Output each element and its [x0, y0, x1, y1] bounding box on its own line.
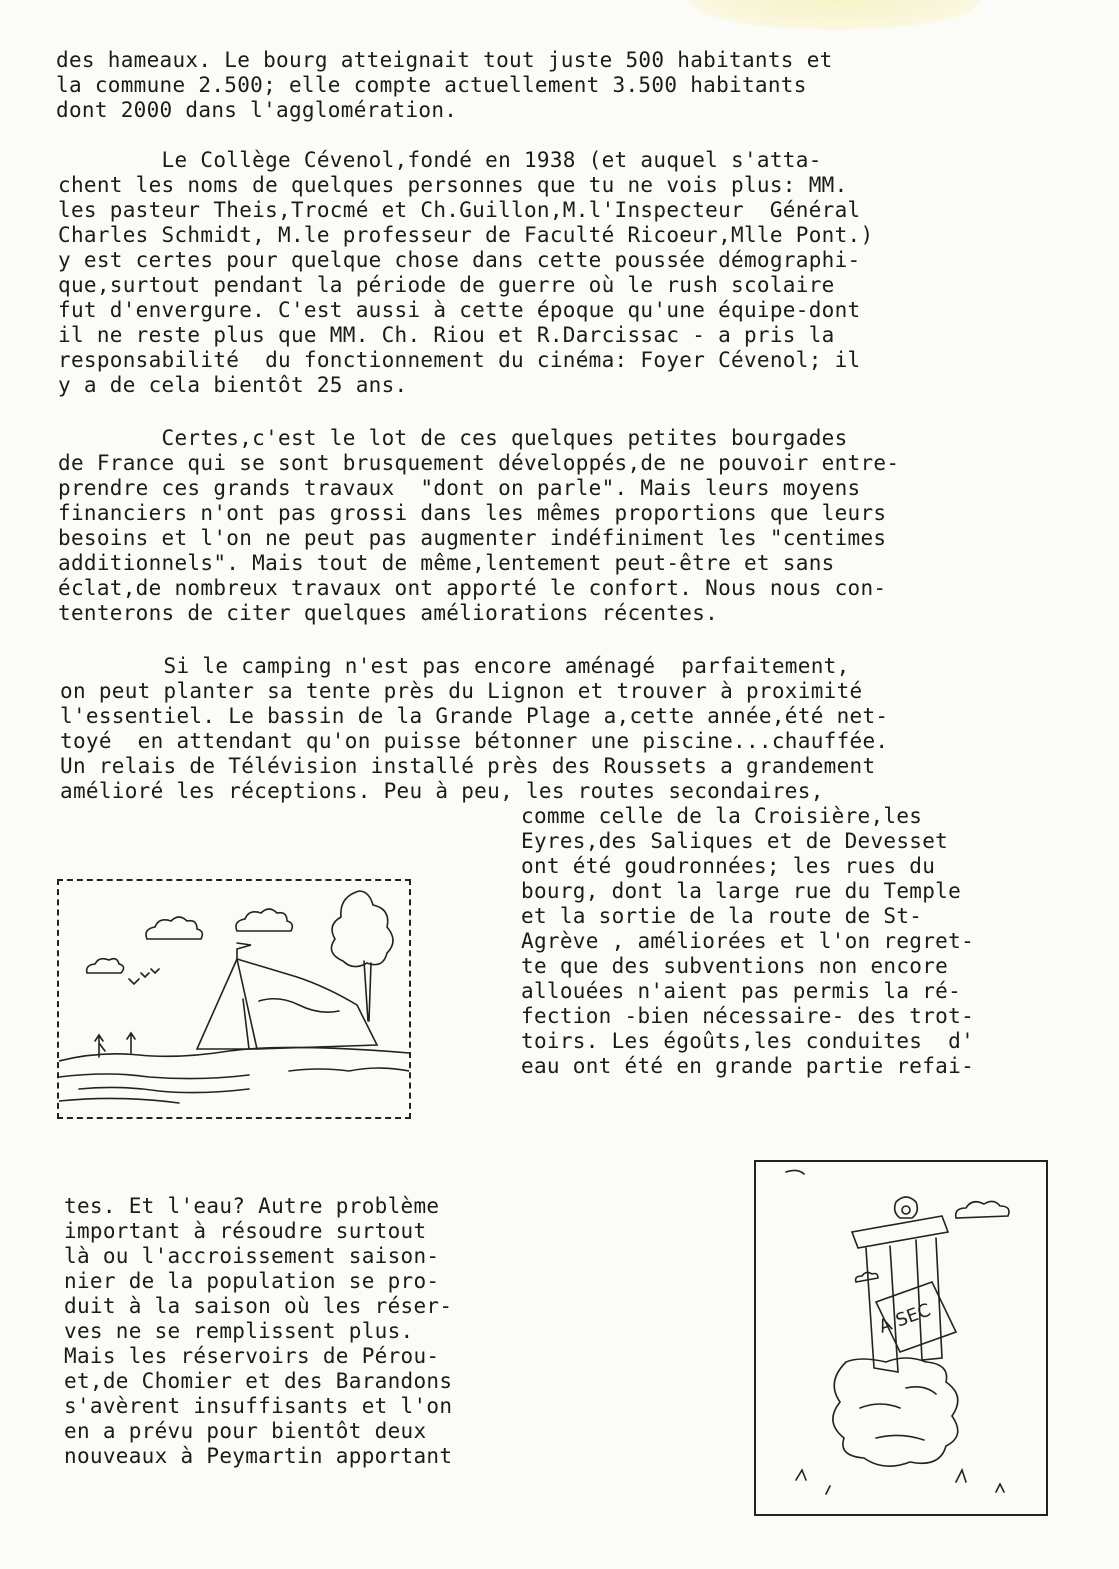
text-line: besoins et l'on ne peut pas augmenter indéfiniment les "centimes: [58, 526, 887, 550]
text-line: en a prévu pour bientôt deux: [64, 1419, 427, 1443]
text-line: éclat,de nombreux travaux ont apporté le confort. Nous nous con-: [58, 576, 887, 600]
text-line: des hameaux. Le bourg atteignait tout juste 500 habitants et: [56, 48, 833, 72]
text-line: Charles Schmidt, M.le professeur de Faculté Ricoeur,Mlle Pont.): [58, 223, 874, 247]
text-line: responsabilité du fonctionnement du cinéma: Foyer Cévenol; il: [58, 348, 861, 372]
text-line: amélioré les réceptions. Peu à peu, les routes secondaires,: [60, 779, 824, 803]
text-line: fection -bien nécessaire- des trot-: [521, 1004, 975, 1028]
text-line: les pasteur Theis,Trocmé et Ch.Guillon,M.l'Inspecteur Général: [58, 198, 861, 222]
dry-fountain-illustration: [754, 1160, 1048, 1516]
text-line: fut d'envergure. C'est aussi à cette époque qu'une équipe-dont: [58, 298, 861, 322]
text-line: comme celle de la Croisière,les: [521, 804, 923, 828]
tent-illustration: [57, 879, 411, 1119]
text-line: et,de Chomier et des Barandons: [64, 1369, 453, 1393]
paper-stain: [690, 0, 980, 30]
text-line: eau ont été en grande partie refai-: [521, 1054, 975, 1078]
text-line: nouveaux à Peymartin apportant: [64, 1444, 453, 1468]
text-line: Eyres,des Saliques et de Devesset: [521, 829, 949, 853]
text-line: duit à la saison où les réser-: [64, 1294, 453, 1318]
text-line: toyé en attendant qu'on puisse bétonner une piscine...chauffée.: [60, 729, 889, 753]
text-line: Agrève , améliorées et l'on regret-: [521, 929, 975, 953]
text-line: l'essentiel. Le bassin de la Grande Plage a,cette année,été net-: [60, 704, 889, 728]
text-line: Le Collège Cévenol,fondé en 1938 (et auquel s'atta-: [58, 148, 822, 172]
text-line: toirs. Les égoûts,les conduites d': [521, 1029, 975, 1053]
text-line: là ou l'accroissement saison-: [64, 1244, 440, 1268]
text-line: dont 2000 dans l'agglomération.: [56, 98, 458, 122]
text-line: de France qui se sont brusquement développés,de ne pouvoir entre-: [58, 451, 900, 475]
text-line: la commune 2.500; elle compte actuellement 3.500 habitants: [56, 73, 807, 97]
text-line: additionnels". Mais tout de même,lentement peut-être et sans: [58, 551, 835, 575]
text-line: Si le camping n'est pas encore aménagé parfaitement,: [60, 654, 850, 678]
sign-text: A SEC: [876, 1299, 934, 1338]
text-line: il ne reste plus que MM. Ch. Riou et R.Darcissac - a pris la: [58, 323, 835, 347]
text-line: tes. Et l'eau? Autre problème: [64, 1194, 440, 1218]
text-line: nier de la population se pro-: [64, 1269, 440, 1293]
text-line: tenterons de citer quelques améliorations récentes.: [58, 601, 719, 625]
text-line: ves ne se remplissent plus.: [64, 1319, 414, 1343]
text-line: que,surtout pendant la période de guerre où le rush scolaire: [58, 273, 835, 297]
text-line: bourg, dont la large rue du Temple: [521, 879, 962, 903]
text-line: prendre ces grands travaux "dont on parle". Mais leurs moyens: [58, 476, 861, 500]
text-line: y a de cela bientôt 25 ans.: [58, 373, 408, 397]
text-line: et la sortie de la route de St-: [521, 904, 923, 928]
text-line: allouées n'aient pas permis la ré-: [521, 979, 962, 1003]
text-line: te que des subventions non encore: [521, 954, 949, 978]
text-line: Certes,c'est le lot de ces quelques petites bourgades: [58, 426, 848, 450]
text-line: important à résoudre surtout: [64, 1219, 427, 1243]
text-line: ont été goudronnées; les rues du: [521, 854, 936, 878]
text-line: y est certes pour quelque chose dans cette poussée démographi-: [58, 248, 861, 272]
text-line: Un relais de Télévision installé près des Roussets a grandement: [60, 754, 876, 778]
text-line: s'avèrent insuffisants et l'on: [64, 1394, 453, 1418]
text-line: financiers n'ont pas grossi dans les mêmes proportions que leurs: [58, 501, 887, 525]
text-line: on peut planter sa tente près du Lignon et trouver à proximité: [60, 679, 863, 703]
text-line: Mais les réservoirs de Pérou-: [64, 1344, 440, 1368]
text-line: chent les noms de quelques personnes que tu ne vois plus: MM.: [58, 173, 848, 197]
